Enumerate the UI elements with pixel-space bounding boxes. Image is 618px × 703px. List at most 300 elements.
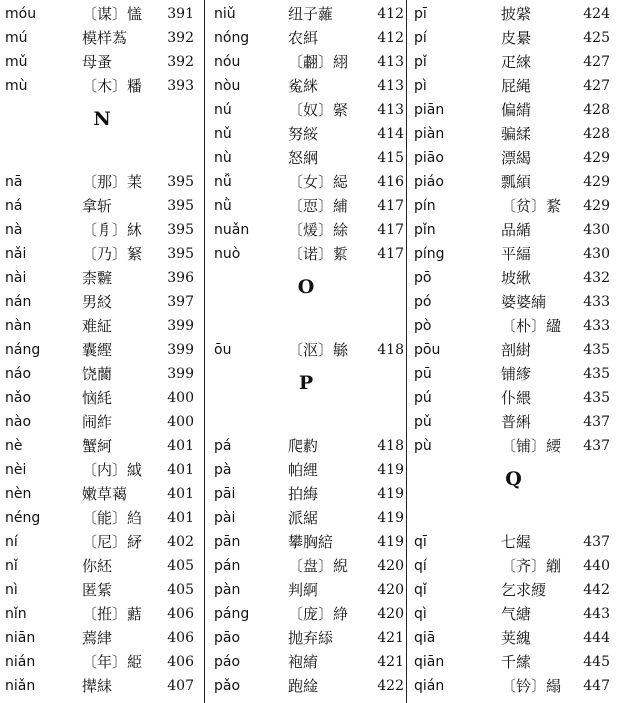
index-entry [0, 170, 204, 194]
headword-text: 七䌂 [501, 533, 532, 551]
index-entry [0, 626, 204, 650]
page-number: 419 [377, 486, 404, 502]
page-number: 420 [377, 558, 404, 574]
index-entry [409, 602, 618, 626]
headword-text: 〔铺〕䌁 [501, 437, 562, 455]
page-number: 400 [167, 390, 194, 406]
pinyin-text: nù [214, 150, 232, 166]
page-number: 418 [377, 438, 404, 454]
index-entry [206, 74, 406, 98]
pinyin-text: qī [414, 534, 427, 550]
pinyin-text: ná [5, 198, 23, 214]
page-number: 445 [583, 654, 610, 670]
headword-text: 〔内〕䋐 [82, 461, 143, 479]
page-number: 413 [377, 102, 404, 118]
index-entry [0, 602, 204, 626]
index-entry [0, 362, 204, 386]
pinyin-text: pī [414, 6, 427, 22]
pinyin-text: pōu [414, 342, 441, 358]
pinyin-text: pǐ [414, 54, 427, 70]
pinyin-text: nǐn [5, 606, 27, 622]
index-entry [0, 290, 204, 314]
page-number: 424 [583, 6, 610, 22]
pinyin-text: ní [5, 534, 18, 550]
headword-text: 瓢䋶 [501, 173, 532, 191]
pinyin-text: pàn [214, 582, 241, 598]
page-number: 396 [167, 270, 194, 286]
headword-text: 〔乃〕䋈 [82, 245, 143, 263]
index-entry [206, 50, 406, 74]
index-entry [409, 674, 618, 698]
index-entry [409, 242, 618, 266]
pinyin-text: piān [414, 102, 445, 118]
pinyin-text: náng [5, 342, 41, 358]
pinyin-text: nè [5, 438, 23, 454]
page-number: 416 [377, 174, 404, 190]
headword-text: 农䋙 [288, 29, 319, 47]
page-number: 406 [167, 606, 194, 622]
index-entry [409, 266, 618, 290]
index-entry [206, 170, 406, 194]
pinyin-text: nián [5, 654, 36, 670]
page-number: 393 [167, 78, 194, 94]
headword-text: 〔女〕䋟 [288, 173, 349, 191]
page-number: 402 [167, 534, 194, 550]
index-entry [206, 146, 406, 170]
headword-text: 屁䋲 [501, 77, 532, 95]
page-number: 392 [167, 30, 194, 46]
index-column-3 [409, 0, 618, 703]
page-number: 395 [167, 198, 194, 214]
pinyin-text: nú [214, 102, 232, 118]
page-number: 429 [583, 174, 610, 190]
index-entry [0, 554, 204, 578]
pinyin-text: pǎo [214, 678, 241, 694]
pinyin-text: pǐn [414, 222, 436, 238]
page-number: 430 [583, 246, 610, 262]
index-entry [0, 266, 204, 290]
index-entry [409, 122, 618, 146]
page-number: 413 [377, 78, 404, 94]
pinyin-text: náo [5, 366, 32, 382]
headword-text: 拍䋦 [288, 485, 319, 503]
page-number: 399 [167, 366, 194, 382]
index-entry [206, 122, 406, 146]
pinyin-text: pán [214, 558, 241, 574]
index-entry [0, 458, 204, 482]
section-letter-heading: N [93, 108, 111, 130]
pinyin-text: nèi [5, 462, 27, 478]
page-number: 443 [583, 606, 610, 622]
column-divider [204, 0, 205, 703]
index-entry [409, 170, 618, 194]
index-entry [0, 650, 204, 674]
headword-text: 〔尼〕䋒 [82, 533, 143, 551]
headword-text: 乞求䌄 [501, 581, 547, 599]
index-entry [0, 74, 204, 98]
index-entry [409, 530, 618, 554]
pinyin-text: mù [5, 78, 28, 94]
index-entry [206, 194, 406, 218]
page-number: 395 [167, 174, 194, 190]
pinyin-text: nào [5, 414, 32, 430]
pinyin-text: pò [414, 318, 432, 334]
index-entry [409, 554, 618, 578]
pinyin-text: móu [5, 6, 37, 22]
pinyin-text: nà [5, 222, 23, 238]
index-entry [206, 482, 406, 506]
page-number: 406 [167, 654, 194, 670]
pinyin-text: nǎo [5, 390, 32, 406]
page-number: 422 [377, 678, 404, 694]
section-letter-heading: P [298, 372, 314, 394]
headword-text: 气䌅 [501, 605, 532, 623]
headword-text: 皮䋰 [501, 29, 532, 47]
pinyin-text: nǐ [5, 558, 18, 574]
pinyin-text: nóng [214, 30, 250, 46]
headword-text: 母蚤 [82, 53, 113, 71]
pinyin-text: qián [414, 678, 445, 694]
page-number: 419 [377, 510, 404, 526]
index-entry [206, 26, 406, 50]
headword-text: 婆婆䋻 [501, 293, 547, 311]
headword-text: 〔沤〕䋣 [288, 341, 349, 359]
index-entry [206, 506, 406, 530]
index-entry [206, 338, 406, 362]
page-number: 437 [583, 414, 610, 430]
page-number: 413 [377, 54, 404, 70]
page-number: 430 [583, 222, 610, 238]
index-entry [0, 482, 204, 506]
pinyin-text: pí [414, 30, 427, 46]
page-number: 412 [377, 6, 404, 22]
index-entry [0, 578, 204, 602]
headword-text: 撵䋘 [82, 677, 113, 695]
headword-text: 袍䋭 [288, 653, 319, 671]
headword-text: 〔拰〕䕸 [82, 605, 143, 623]
pinyin-text: páng [214, 606, 250, 622]
pinyin-text: nǚ [214, 174, 232, 190]
page-number: 419 [377, 534, 404, 550]
pinyin-text: mǔ [5, 54, 28, 70]
pinyin-text: piàn [414, 126, 445, 142]
page-number: 397 [167, 294, 194, 310]
page-number: 391 [167, 6, 194, 22]
pinyin-text: pō [414, 270, 432, 286]
headword-text: 骗䋴 [501, 125, 532, 143]
headword-text: 〔诺〕䋢 [288, 245, 349, 263]
headword-text: 荚䌆 [501, 629, 532, 647]
pinyin-text: niān [5, 630, 36, 646]
page-number: 432 [583, 270, 610, 286]
pinyin-text: pà [214, 462, 232, 478]
headword-text: 嫩草䕣 [82, 485, 128, 503]
pinyin-text: mú [5, 30, 28, 46]
index-entry [0, 218, 204, 242]
headword-text: 抛弃䋬 [288, 629, 334, 647]
headword-text: 帕䋥 [288, 461, 319, 479]
page-number: 399 [167, 342, 194, 358]
page-number: 433 [583, 318, 610, 334]
headword-text: 〔䎘〕䋚 [288, 53, 349, 71]
headword-text: 千䌇 [501, 653, 532, 671]
headword-text: 派䋧 [288, 509, 319, 527]
page-number: 407 [167, 678, 194, 694]
headword-text: 恼䋃 [82, 389, 113, 407]
pinyin-text: páo [214, 654, 241, 670]
page-number: 447 [583, 678, 610, 694]
headword-text: 男䋂 [82, 293, 113, 311]
pinyin-text: qǐ [414, 582, 427, 598]
pinyin-text: pù [414, 438, 432, 454]
headword-text: 〔年〕䋗 [82, 653, 143, 671]
pinyin-text: qì [414, 606, 427, 622]
pinyin-text: ōu [214, 342, 232, 358]
headword-text: 偏䋳 [501, 101, 532, 119]
index-entry [206, 2, 406, 26]
index-entry [0, 242, 204, 266]
index-entry [0, 434, 204, 458]
index-entry [409, 434, 618, 458]
headword-text: 蔫䋖 [82, 629, 113, 647]
page-number: 401 [167, 510, 194, 526]
page-number: 437 [583, 534, 610, 550]
pinyin-text: niǎn [5, 678, 36, 694]
pinyin-text: nǔ [214, 126, 232, 142]
page-number: 418 [377, 342, 404, 358]
headword-text: 〔那〕䒹 [82, 173, 143, 191]
pinyin-text: pài [214, 510, 236, 526]
pinyin-text: pín [414, 198, 436, 214]
page-number: 419 [377, 462, 404, 478]
index-entry [409, 386, 618, 410]
pinyin-text: nuò [214, 246, 241, 262]
index-entry [409, 626, 618, 650]
pinyin-text: pǔ [414, 414, 432, 430]
index-entry [206, 602, 406, 626]
pinyin-text: piáo [414, 174, 444, 190]
page-number: 400 [167, 414, 194, 430]
index-entry [409, 26, 618, 50]
headword-text: 〔朴〕䋼 [501, 317, 562, 335]
headword-text: 铺䋾 [501, 365, 532, 383]
pinyin-text: nán [5, 294, 32, 310]
index-entry [0, 26, 204, 50]
index-entry [409, 362, 618, 386]
pinyin-text: nǎi [5, 246, 27, 262]
pinyin-text: niǔ [214, 6, 236, 22]
page-number: 405 [167, 558, 194, 574]
page-number: 392 [167, 54, 194, 70]
index-entry [206, 218, 406, 242]
headword-text: 柰䊲 [82, 269, 113, 287]
headword-text: 攀胸䋨 [288, 533, 334, 551]
pinyin-text: pāo [214, 630, 241, 646]
pinyin-text: pāi [214, 486, 236, 502]
page-number: 414 [377, 126, 404, 142]
index-entry [0, 674, 204, 698]
page-number: 437 [583, 438, 610, 454]
index-entry [206, 98, 406, 122]
page-number: 425 [583, 30, 610, 46]
pinyin-text: nuǎn [214, 222, 250, 238]
pinyin-text: piāo [414, 150, 444, 166]
page-number: 420 [377, 606, 404, 622]
pinyin-text: qiā [414, 630, 436, 646]
page-number: 435 [583, 366, 610, 382]
headword-text: 〔庞〕䋫 [288, 605, 349, 623]
pinyin-text: pì [414, 78, 427, 94]
page-number: 435 [583, 390, 610, 406]
index-entry [206, 578, 406, 602]
page-number: 412 [377, 30, 404, 46]
pinyin-text: nì [5, 582, 18, 598]
headword-text: 囊䌑 [82, 341, 113, 359]
column-divider [406, 0, 407, 703]
pinyin-text: pú [414, 390, 432, 406]
headword-text: 〔煖〕䋡 [288, 221, 349, 239]
index-entry [409, 410, 618, 434]
headword-text: 剖䋽 [501, 341, 532, 359]
index-column-2 [206, 0, 406, 703]
headword-text: 拿斩 [82, 197, 113, 215]
page-number: 428 [583, 102, 610, 118]
index-entry [409, 338, 618, 362]
index-entry [409, 98, 618, 122]
index-entry [206, 650, 406, 674]
headword-text: 疋䋱 [501, 53, 532, 71]
page-number: 417 [377, 222, 404, 238]
headword-text: 努䋝 [288, 125, 319, 143]
page-number: 427 [583, 54, 610, 70]
headword-text: 〔齐〕䌃 [501, 557, 562, 575]
index-entry [0, 194, 204, 218]
pinyin-text: nàn [5, 318, 32, 334]
pinyin-text: qiān [414, 654, 445, 670]
index-entry [409, 314, 618, 338]
page-number: 435 [583, 342, 610, 358]
index-entry [0, 338, 204, 362]
index-entry [206, 458, 406, 482]
pinyin-text: qí [414, 558, 427, 574]
pinyin-text: nóu [214, 54, 241, 70]
page-number: 415 [377, 150, 404, 166]
index-entry [0, 50, 204, 74]
page-number: 395 [167, 222, 194, 238]
index-entry [206, 626, 406, 650]
headword-text: 蟹䋍 [82, 437, 113, 455]
headword-text: 怒䋞 [288, 149, 319, 167]
page-number: 405 [167, 582, 194, 598]
pinyin-text: píng [414, 246, 445, 262]
page-number: 427 [583, 78, 610, 94]
headword-text: 漂䋵 [501, 149, 532, 167]
section-letter-heading: Q [505, 468, 522, 490]
pinyin-text: néng [5, 510, 41, 526]
headword-text: 判䋪 [288, 581, 319, 599]
index-entry [206, 530, 406, 554]
pinyin-text: nā [5, 174, 23, 190]
page-number: 433 [583, 294, 610, 310]
page-number: 442 [583, 582, 610, 598]
headword-text: 〔盘〕䋩 [288, 557, 349, 575]
index-entry [409, 290, 618, 314]
index-entry [206, 434, 406, 458]
headword-text: 〔木〕䊩 [82, 77, 143, 95]
headword-text: 品䋸 [501, 221, 532, 239]
headword-text: 披䋯 [501, 5, 532, 23]
pinyin-text: nǜ [214, 198, 232, 214]
headword-text: 㝹䋛 [288, 77, 319, 95]
headword-text: 〔㐆〕䊾 [82, 221, 143, 239]
page-number: 395 [167, 246, 194, 262]
page-number: 417 [377, 198, 404, 214]
page-number: 399 [167, 318, 194, 334]
page-number: 406 [167, 630, 194, 646]
index-entry [0, 530, 204, 554]
page-number: 440 [583, 558, 610, 574]
index-entry [409, 218, 618, 242]
pinyin-text: pá [214, 438, 232, 454]
page-number: 421 [377, 654, 404, 670]
page-number: 401 [167, 486, 194, 502]
index-entry [409, 74, 618, 98]
headword-text: 模样蒍 [82, 29, 128, 47]
page-number: 401 [167, 438, 194, 454]
headword-text: 跑䋮 [288, 677, 319, 695]
headword-text: 平䋹 [501, 245, 532, 263]
page-number: 444 [583, 630, 610, 646]
headword-text: 仆䋿 [501, 389, 532, 407]
index-entry [206, 674, 406, 698]
index-entry [409, 2, 618, 26]
headword-text: 〔谋〕㦈 [82, 5, 143, 23]
index-entry [409, 578, 618, 602]
page-number: 429 [583, 150, 610, 166]
index-entry [0, 506, 204, 530]
index-entry [409, 146, 618, 170]
index-entry [0, 410, 204, 434]
page-number: 421 [377, 630, 404, 646]
headword-text: 闹䋏 [82, 413, 113, 431]
index-entry [409, 194, 618, 218]
headword-text: 爬䋤 [288, 437, 319, 455]
headword-text: 〔能〕䋓 [82, 509, 143, 527]
index-column-1 [0, 0, 204, 703]
page-number: 401 [167, 462, 194, 478]
headword-text: 匿䋕 [82, 581, 113, 599]
headword-text: 饶䕞 [82, 365, 113, 383]
pinyin-text: pū [414, 366, 432, 382]
headword-text: 你䋔 [82, 557, 113, 575]
headword-text: 难䋊 [82, 317, 113, 335]
index-entry [409, 650, 618, 674]
pinyin-text: pān [214, 534, 241, 550]
index-entry [206, 554, 406, 578]
pinyin-text: nòu [214, 78, 241, 94]
pinyin-text: nài [5, 270, 27, 286]
pinyin-text: pó [414, 294, 432, 310]
index-entry [0, 2, 204, 26]
pinyin-text: nèn [5, 486, 32, 502]
page-number: 417 [377, 246, 404, 262]
index-entry [409, 50, 618, 74]
headword-text: 纽子䕹 [288, 5, 334, 23]
page-number: 420 [377, 582, 404, 598]
headword-text: 〔贫〕䋷 [501, 197, 562, 215]
headword-text: 坡䋺 [501, 269, 532, 287]
page-number: 429 [583, 198, 610, 214]
